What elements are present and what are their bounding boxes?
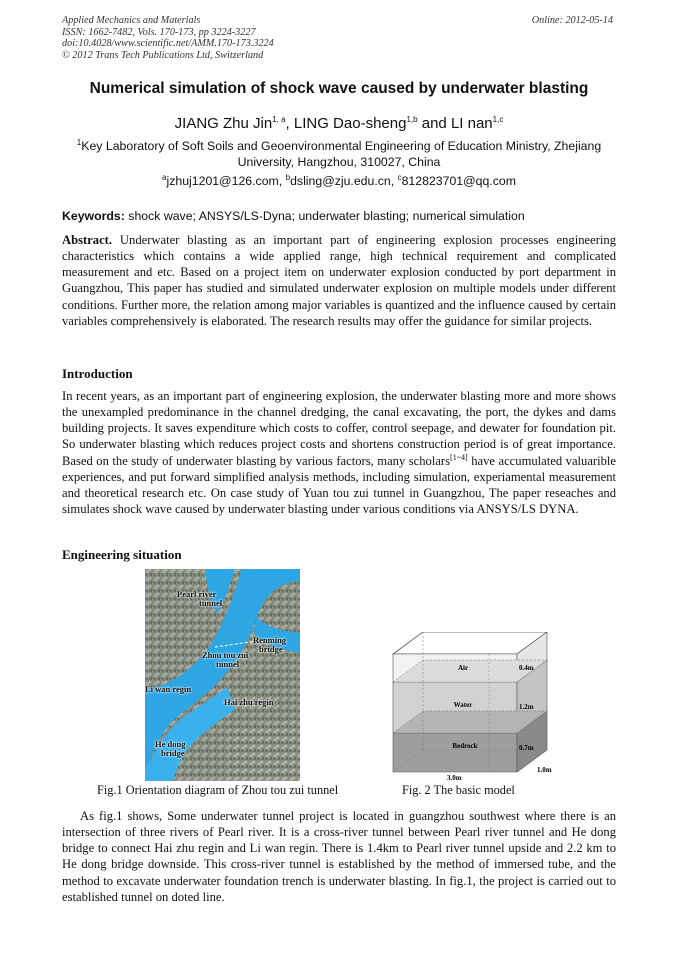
map-label-he-dong-bridge <box>155 740 185 758</box>
map-label-renming-bridge <box>253 636 286 654</box>
email-superscript: a <box>162 172 167 182</box>
author-superscript: 1, a <box>272 115 286 124</box>
introduction-paragraph <box>62 388 616 517</box>
intro-text-before: In recent years, as an important part of engineering explosion, the underwater blasting more and more shows the unexampled predominance in the channel dredging, the canal excavating, the port, the dykes and dams building projects. It saves expenditure which costs to coffer, control seepage, and dewater for foundation pit. So underwater blasting which reduces project costs and shortens construction period is of great importance. Based on the study of underwater blasting by various factors, many scholars <box>62 389 616 468</box>
width-label: 3.0m <box>447 774 462 782</box>
affiliation-text: Key Laboratory of Soft Soils and Geoenvironmental Engineering of Education Ministry, Zhejiang University, Hangzhou, 310027, China <box>81 139 602 169</box>
map-label-line: Pearl river <box>177 589 217 599</box>
thickness-label-bedrock: 0.7m <box>519 744 534 752</box>
thickness-label-air: 0.4m <box>519 664 534 672</box>
author-line: JIANG Zhu Jin$^{1, a}$, LING Dao-sheng$^{1,b}$ and LI nan$^{1,c}$ <box>174 115 504 132</box>
keywords-line <box>62 209 616 223</box>
abstract-label: Abstract. <box>62 233 113 247</box>
author-superscript: 1,c <box>492 115 504 124</box>
citation-superscript: [1~4] <box>450 452 468 462</box>
layer-label-water: Water <box>453 701 473 709</box>
map-label-li-wan-regin: Li wan regin <box>145 684 192 694</box>
affiliation-superscript: 1 <box>76 137 82 147</box>
issn-line: ISSN: 1662-7482, Vols. 170-173, pp 3224-3227 <box>62 26 256 38</box>
author-name: LI nan <box>450 115 493 132</box>
email-address: 812823701@qq.com <box>401 174 516 188</box>
paper-title: Numerical simulation of shock wave caused by underwater blasting <box>89 80 589 97</box>
introduction-heading: Introduction <box>62 366 133 381</box>
author-name: JIANG Zhu Jin <box>174 115 273 132</box>
email-line <box>0 174 678 188</box>
email-address: jzhuj1201@126.com, <box>166 174 286 188</box>
map-label-line: tunnel <box>199 598 223 608</box>
doi-line: doi:10.4028/www.scientific.net/AMM.170-173.3224 <box>62 38 274 49</box>
map-label-line: bridge <box>161 748 185 758</box>
author-name: LING Dao-sheng <box>293 115 407 132</box>
intro-text-after: have accumulated valuarible experiences, and put forward simplified analysis methods, including simulation, experiamental measurement and theoretical research etc. On case study of Yuan tou zui tunnel in Guangzhou, The paper reseaches and simulates shock wave caused by underwater blasting under various conditions via ANSYS/LS DYNA. <box>62 453 616 517</box>
layer-label-bedrock: Bedrock <box>452 742 478 750</box>
keywords-label: Keywords: <box>62 209 125 223</box>
figure1-caption: Fig.1 Orientation diagram of Zhou tou zui tunnel <box>97 783 339 797</box>
map-label-pearl-river-tunnel <box>177 590 222 608</box>
abstract-paragraph <box>62 232 616 329</box>
layer-label-air: Air <box>457 664 469 672</box>
author-superscript: 1,b <box>406 115 418 124</box>
map-label-line: tunnel <box>216 659 240 669</box>
basic-model-diagram <box>385 632 560 782</box>
basic-model-figure <box>385 632 560 782</box>
email-superscript: b <box>285 172 291 182</box>
abstract-text: Underwater blasting as an important part of engineering explosion processes engineering characteristics which contains a wide applied range, high technical requirement and complicated measurement and etc. Based on a project item on underwater explosion conducted by port department in Guangzhou, This paper has studied and simulated underwater explosion on multiple models under different conditions. Further more, the relation among major variables is quantized and the influence caused by certain variables comprehensively is elaborated. The research results may offer the guidance for similar projects. <box>62 233 616 328</box>
author-conjunction: and <box>417 115 451 132</box>
map-label-hai-zhu-regin: Hai zhu regin <box>224 697 274 707</box>
map-label-line: Renming <box>253 635 287 645</box>
affiliation <box>62 138 616 170</box>
journal-name: Applied Mechanics and Materials <box>62 15 201 26</box>
map-label-line: bridge <box>259 644 283 654</box>
depth-label: 1.0m <box>537 766 552 774</box>
email-superscript: c <box>397 172 402 182</box>
figure2-caption: Fig. 2 The basic model <box>402 783 515 797</box>
online-date: Online: 2012-05-14 <box>531 15 613 26</box>
email-address: dsling@zju.edu.cn, <box>290 174 398 188</box>
orientation-map-figure <box>145 569 300 781</box>
map-label-line: He dong <box>155 739 186 749</box>
map-label-zhou-tou-zui-tunnel <box>202 651 248 669</box>
copyright-line: © 2012 Trans Tech Publications Ltd, Switzerland <box>62 49 264 61</box>
engineering-heading: Engineering situation <box>62 547 182 562</box>
keywords-text: shock wave; ANSYS/LS-Dyna; underwater blasting; numerical simulation <box>124 209 525 223</box>
map-label-line: Zhou tou zui <box>202 650 249 660</box>
journal-header <box>62 15 274 61</box>
thickness-label-water: 1.2m <box>519 703 534 711</box>
engineering-paragraph: As fig.1 shows, Some underwater tunnel project is located in guangzhou southwest where there is an intersection of three rivers of Pearl river. It is a cross-river tunnel between Pearl river tunnel and He dong bridge to connect Hai zhu regin and Li wan regin. There is 1.4km to Pearl river tunnel upside and 2.2 km to He dong bridge downside. This cross-river tunnel is established by the method of immersed tube, and the method to excavate underwater foundation trench is underwater blasting. In fig.1, the project is carried out to established tunnel on doted line. <box>62 809 616 904</box>
